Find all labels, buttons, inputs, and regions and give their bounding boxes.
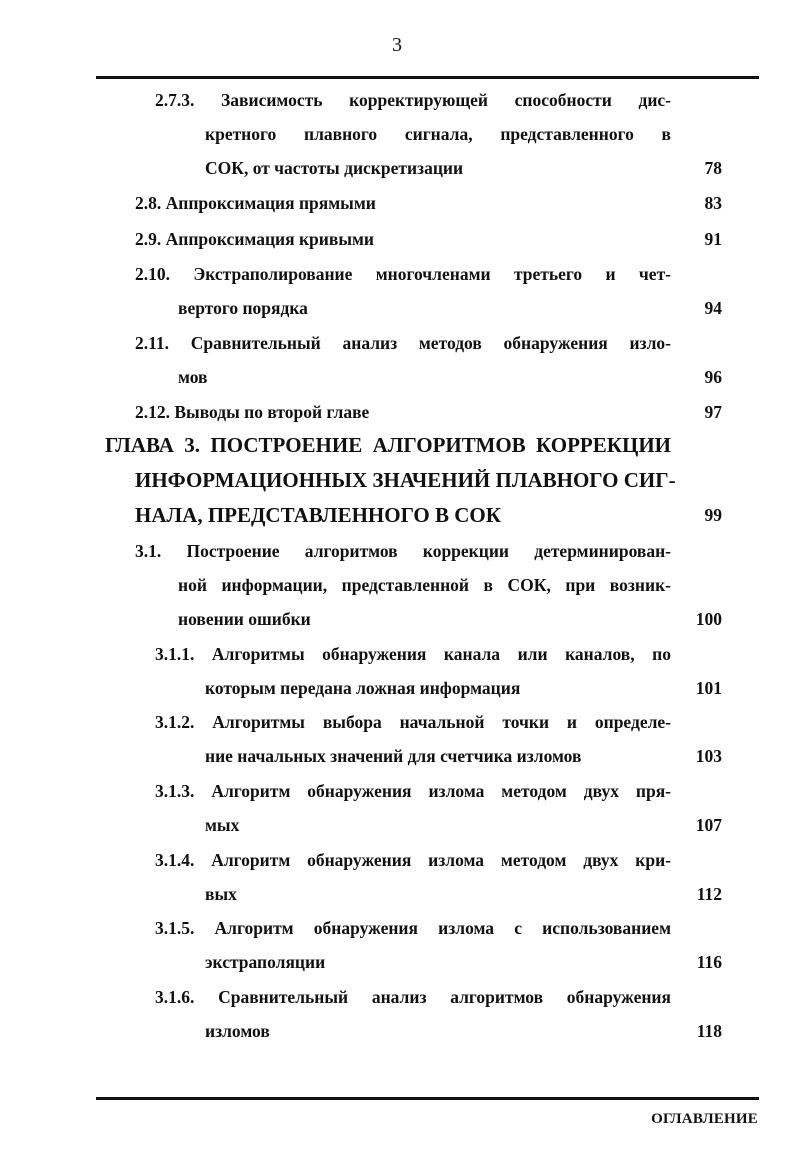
toc-line bbox=[0, 397, 794, 427]
toc-chapter-heading: ГЛАВА 3. ПОСТРОЕНИЕ АЛГОРИТМОВ КОРРЕКЦИИ bbox=[105, 433, 671, 457]
toc-entry-text: экстраполяции bbox=[205, 952, 326, 972]
toc-entry-text: 3.1.5. Алгоритм обнаружения излома с использованием bbox=[155, 918, 671, 938]
toc-entry-text: 3.1.3. Алгоритм обнаружения излома методом двух пря- bbox=[155, 781, 671, 801]
toc-line bbox=[0, 673, 794, 703]
toc-entry-text: кретного плавного сигнала, представленного в bbox=[205, 124, 671, 144]
toc-page-number: 118 bbox=[696, 1021, 722, 1041]
toc-page-number: 101 bbox=[695, 678, 722, 698]
toc-entry-text: СОК, от частоты дискретизации bbox=[205, 158, 464, 178]
toc-page-number: 78 bbox=[704, 158, 722, 178]
toc-line bbox=[0, 1016, 794, 1046]
footer-rule bbox=[96, 1097, 759, 1100]
footer-section-title: ОГЛАВЛЕНИЕ bbox=[651, 1111, 758, 1127]
toc-page-number: 116 bbox=[696, 952, 722, 972]
toc-page-number: 100 bbox=[695, 609, 722, 629]
toc-line bbox=[0, 810, 794, 840]
toc-page-number: 96 bbox=[704, 367, 722, 387]
page-number: 3 bbox=[392, 34, 402, 56]
toc-entry-text: 2.10. Экстраполирование многочленами третьего и чет- bbox=[135, 264, 671, 284]
toc-line bbox=[0, 500, 794, 530]
toc-page-number: 107 bbox=[695, 815, 722, 835]
toc-line bbox=[0, 707, 794, 737]
toc-page-number: 112 bbox=[696, 884, 722, 904]
toc-line bbox=[0, 570, 794, 600]
toc-page-number: 97 bbox=[704, 402, 722, 422]
toc-entry-text: 2.12. Выводы по второй главе bbox=[135, 402, 370, 422]
toc-line bbox=[0, 845, 794, 875]
toc-entry-text: 3.1.6. Сравнительный анализ алгоритмов обнаружения bbox=[155, 987, 671, 1007]
toc-page-number: 99 bbox=[704, 505, 722, 525]
toc-line bbox=[0, 879, 794, 909]
toc-page-number: 103 bbox=[695, 746, 722, 766]
toc-chapter-heading: НАЛА, ПРЕДСТАВЛЕННОГО В СОК bbox=[135, 503, 501, 527]
toc-chapter-heading: ИНФОРМАЦИОННЫХ ЗНАЧЕНИЙ ПЛАВНОГО СИГ- bbox=[135, 468, 676, 492]
toc-page-number: 83 bbox=[704, 193, 722, 213]
toc-line bbox=[0, 430, 794, 460]
toc-line bbox=[0, 293, 794, 323]
toc-entry-text: 2.9. Аппроксимация кривыми bbox=[135, 229, 374, 249]
toc-entry-text: мов bbox=[178, 367, 208, 387]
toc-line bbox=[0, 119, 794, 149]
toc-entry-text: вертого порядка bbox=[178, 298, 308, 318]
toc-entry-text: 2.8. Аппроксимация прямыми bbox=[135, 193, 376, 213]
toc-page-number: 91 bbox=[704, 229, 722, 249]
toc-page-number: 94 bbox=[704, 298, 722, 318]
header-rule bbox=[96, 76, 759, 79]
toc-line bbox=[0, 188, 794, 218]
toc-entry-text: 3.1.2. Алгоритмы выбора начальной точки и определе- bbox=[155, 712, 671, 732]
toc-line bbox=[0, 224, 794, 254]
toc-line bbox=[0, 776, 794, 806]
toc-line bbox=[0, 465, 794, 495]
toc-entry-text: которым передана ложная информация bbox=[205, 678, 521, 698]
toc-entry-text: 2.11. Сравнительный анализ методов обнаружения изло- bbox=[135, 333, 671, 353]
toc-line bbox=[0, 913, 794, 943]
toc-entry-text: 3.1.1. Алгоритмы обнаружения канала или каналов, по bbox=[155, 644, 671, 664]
toc-entry-text: вых bbox=[205, 884, 237, 904]
toc-line bbox=[0, 328, 794, 358]
toc-entry-text: 3.1.4. Алгоритм обнаружения излома методом двух кри- bbox=[155, 850, 671, 870]
toc-line bbox=[0, 639, 794, 669]
toc-line bbox=[0, 741, 794, 771]
toc-line bbox=[0, 604, 794, 634]
toc-line bbox=[0, 259, 794, 289]
toc-entry-text: ной информации, представленной в СОК, при возник- bbox=[178, 575, 671, 595]
toc-entry-text: 3.1. Построение алгоритмов коррекции детерминирован- bbox=[135, 541, 671, 561]
toc-line bbox=[0, 982, 794, 1012]
toc-entry-text: изломов bbox=[205, 1021, 270, 1041]
toc-line bbox=[0, 536, 794, 566]
toc-entry-text: новении ошибки bbox=[178, 609, 311, 629]
toc-line bbox=[0, 85, 794, 115]
toc-entry-text: мых bbox=[205, 815, 240, 835]
toc-entry-text: 2.7.3. Зависимость корректирующей способности дис- bbox=[155, 90, 671, 110]
toc-line bbox=[0, 362, 794, 392]
toc-line bbox=[0, 153, 794, 183]
toc-entry-text: ние начальных значений для счетчика изломов bbox=[205, 746, 582, 766]
toc-line bbox=[0, 947, 794, 977]
